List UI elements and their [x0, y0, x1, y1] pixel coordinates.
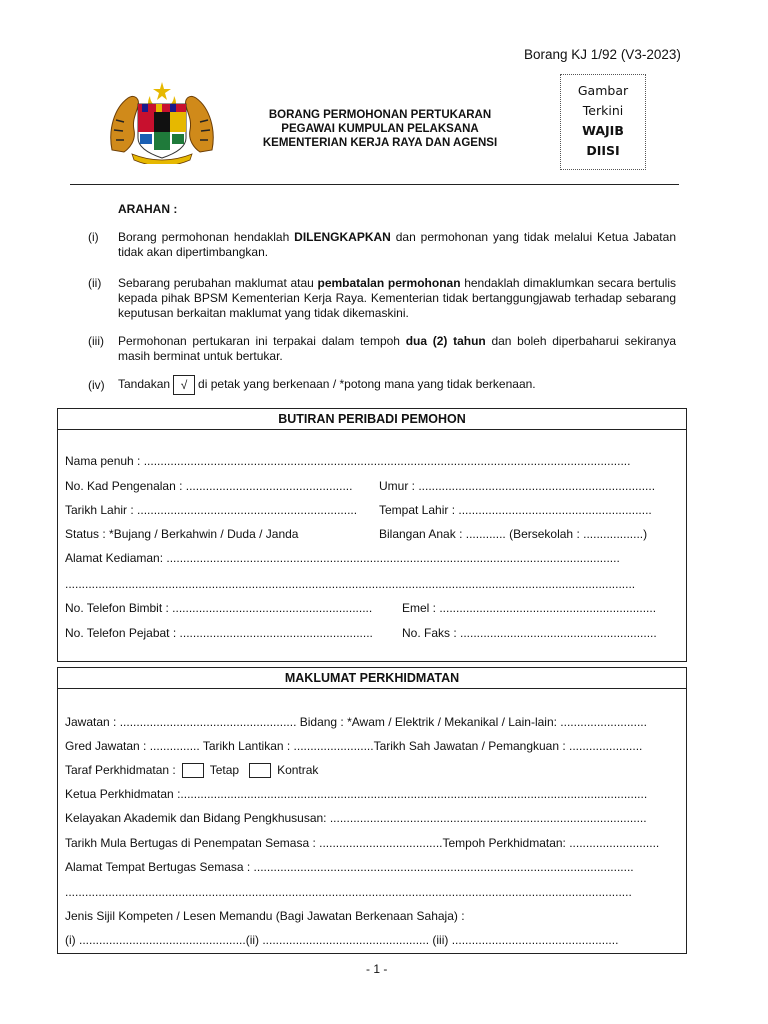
- instruction-item-3: [118, 334, 676, 364]
- certificate-fields[interactable]: (i) ..................................................(ii) .................................................. (iii) ..................................................: [65, 933, 619, 947]
- instruction-item-4: [118, 375, 536, 395]
- instruction-4-pre: Tandakan: [118, 377, 171, 392]
- contract-label: Kontrak: [277, 763, 319, 777]
- fax-field[interactable]: No. Faks : ...........................................................: [402, 626, 657, 640]
- permanent-label: Tetap: [209, 763, 240, 777]
- form-title-line-2: PEGAWAI KUMPULAN PELAKSANA: [281, 123, 479, 135]
- service-info-title: MAKLUMAT PERKHIDMATAN: [58, 668, 686, 689]
- photo-box-line-4: DIISI: [586, 143, 620, 158]
- instruction-3-pre: Permohonan pertukaran ini terpakai dalam tempoh: [118, 334, 406, 348]
- instruction-item-2: [118, 276, 676, 321]
- instruction-1-pre: Borang permohonan hendaklah: [118, 230, 295, 244]
- children-count-field[interactable]: Bilangan Anak : ............ (Bersekolah : ..................): [379, 527, 648, 541]
- ic-number-field[interactable]: No. Kad Pengenalan : ..................................................: [65, 479, 353, 493]
- instruction-2-pre: Sebarang perubahan maklumat atau: [118, 276, 318, 290]
- instruction-3-post: dan boleh diperbaharui sekiranya masih berminat untuk bertukar.: [118, 334, 676, 363]
- certificate-label: Jenis Sijil Kompeten / Lesen Memandu (Bagi Jawatan Berkenaan Sahaja) :: [65, 909, 465, 923]
- service-info-section: [57, 667, 687, 954]
- personal-details-title: BUTIRAN PERIBADI PEMOHON: [58, 409, 686, 430]
- instruction-number-3: (iii): [88, 334, 104, 348]
- form-title-line-3: KEMENTERIAN KERJA RAYA DAN AGENSI: [262, 137, 498, 149]
- home-address-field-line-2[interactable]: ...........................................................................................................................................................................: [65, 577, 636, 591]
- start-date-field[interactable]: Tarikh Mula Bertugas di Penempatan Semasa : .....................................Tempoh Perkhidmatan: ...........................: [65, 836, 660, 850]
- instruction-number-2: (ii): [88, 276, 102, 290]
- date-of-birth-field[interactable]: Tarikh Lahir : ..................................................................: [65, 503, 358, 517]
- place-of-birth-field[interactable]: Tempat Lahir : ..........................................................: [379, 503, 652, 517]
- work-address-field-line-2[interactable]: ..........................................................................................................................................................................: [65, 885, 632, 899]
- form-code: Borang KJ 1/92 (V3-2023): [524, 47, 681, 62]
- photo-box-line-2: Terkini: [582, 103, 624, 118]
- instruction-2-bold: pembatalan permohonan: [317, 276, 461, 290]
- photo-box-line-3: WAJIB: [582, 123, 624, 138]
- instruction-number-4: (iv): [88, 378, 105, 392]
- home-address-field[interactable]: Alamat Kediaman: ........................................................................................................................................: [65, 551, 620, 565]
- instruction-item-1: [118, 230, 676, 260]
- instruction-4-post: di petak yang berkenaan / *potong mana yang tidak berkenaan.: [198, 377, 536, 392]
- photo-box-line-1: Gambar: [577, 83, 629, 98]
- instruction-number-1: (i): [88, 230, 99, 244]
- instructions-heading: ARAHAN :: [118, 202, 178, 216]
- instruction-1-post: dan permohonan yang tidak melalui Ketua Jabatan tidak akan dipertimbangkan.: [118, 230, 676, 259]
- instruction-1-bold: DILENGKAPKAN: [294, 230, 391, 244]
- header-divider: [70, 184, 679, 185]
- head-of-service-field[interactable]: Ketua Perkhidmatan :............................................................................................................................................: [65, 787, 648, 801]
- form-title-line-1: BORANG PERMOHONAN PERTUKARAN: [268, 109, 492, 121]
- coat-of-arms-icon: [106, 80, 218, 164]
- work-address-field[interactable]: Alamat Tempat Bertugas Semasa : ..................................................................................................................: [65, 860, 634, 874]
- instruction-3-bold: dua (2) tahun: [405, 334, 486, 348]
- instruction-2-post: hendaklah dimaklumkan secara bertulis kepada pihak BPSM Kementerian Kerja Raya. Kementerian tidak bertanggungjawab terhadap sebarang keputusan berkaitan maklumat yang tidak dikemaskini.: [118, 276, 676, 320]
- age-field[interactable]: Umur : .......................................................................: [379, 479, 656, 493]
- permanent-checkbox[interactable]: [182, 763, 204, 778]
- marital-status-field[interactable]: Status : *Bujang / Berkahwin / Duda / Janda: [65, 527, 299, 541]
- position-field[interactable]: Jawatan : ..................................................... Bidang : *Awam / Elektrik / Mekanikal / Lain-lain: ..........................: [65, 715, 647, 729]
- qualification-field[interactable]: Kelayakan Akademik dan Bidang Pengkhususan: ...............................................................................................: [65, 811, 647, 825]
- tick-example-box: √: [173, 375, 195, 395]
- contract-checkbox[interactable]: [249, 763, 271, 778]
- email-field[interactable]: Emel : .................................................................: [402, 601, 657, 615]
- office-phone-field[interactable]: No. Telefon Pejabat : ..........................................................: [65, 626, 373, 640]
- full-name-field[interactable]: Nama penuh : ..................................................................................................................................................: [65, 454, 631, 468]
- grade-field[interactable]: Gred Jawatan : ............... Tarikh Lantikan : ........................Tarikh Sah Jawatan / Pemangkuan : ......................: [65, 739, 643, 753]
- mobile-phone-field[interactable]: No. Telefon Bimbit : ............................................................: [65, 601, 373, 615]
- form-title: [230, 108, 530, 150]
- personal-details-section: [57, 408, 687, 662]
- service-status-row: [65, 763, 318, 778]
- photo-box[interactable]: [560, 74, 646, 170]
- page-number: - 1 -: [366, 962, 388, 976]
- service-status-label: Taraf Perkhidmatan :: [65, 763, 176, 777]
